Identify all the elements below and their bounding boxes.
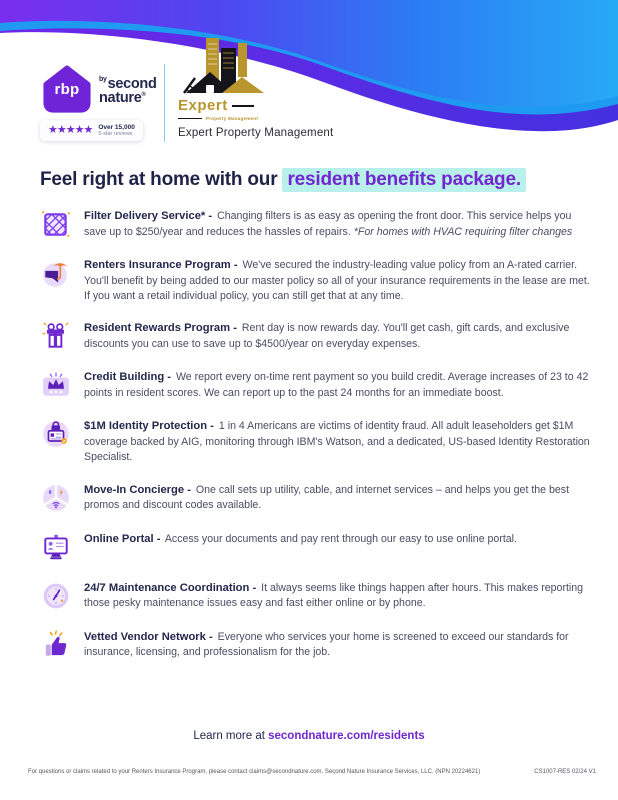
- benefit-description: We've secured the industry-leading value policy from an A-rated carrier. You'll benefit by being added to our master policy so all of your insurance requirements in the lease are met. If you want a retail individual policy, you can still get that at any time.: [84, 259, 590, 302]
- review-label: 5-star reviews: [98, 131, 133, 137]
- benefit-item-identity-protection: [40, 418, 590, 464]
- thumbs-up-icon: [40, 629, 72, 661]
- expert-logo-tagline: Property Management: [206, 116, 259, 121]
- review-count: Over 15,000: [98, 124, 135, 131]
- benefit-title: Resident Rewards Program -: [84, 322, 237, 335]
- by-label: by: [99, 75, 107, 83]
- expert-tagline-row: [178, 116, 258, 121]
- fine-print: [28, 769, 596, 775]
- benefit-item-online-portal: [40, 531, 590, 563]
- title-highlight: resident benefits package.: [282, 168, 525, 192]
- benefits-list: [40, 208, 590, 661]
- benefit-item-vetted-vendors: [40, 629, 590, 661]
- rbp-logo-text: rbp: [54, 81, 80, 98]
- air-filter-icon: [40, 208, 72, 240]
- benefit-description: Rent day is now rewards day. You'll get cash, gift cards, and exclusive discounts you can use to save up to $4500/year on everyday expenses.: [84, 322, 570, 350]
- reviews-badge: [40, 120, 143, 141]
- benefit-title: 24/7 Maintenance Coordination -: [84, 581, 257, 594]
- benefit-description: Access your documents and pay rent through our easy to use online portal.: [164, 532, 517, 545]
- benefit-description: Changing filters is as easy as opening the front door. This service helps you save up to $250/year and reduces the hassles of repairs.: [84, 210, 572, 238]
- benefit-note: *For homes with HVAC requiring filter changes: [353, 225, 573, 238]
- document-code: CS1007-RES 02/24 V1: [534, 769, 596, 775]
- concierge-icon: [40, 482, 72, 514]
- benefit-item-resident-rewards: [40, 320, 590, 352]
- learn-more-link[interactable]: secondnature.com/residents: [268, 730, 425, 742]
- benefit-item-filter-delivery: [40, 208, 590, 240]
- rbp-brand-block: [42, 64, 157, 118]
- benefit-item-renters-insurance: [40, 257, 590, 303]
- expert-logo-name: Expert: [178, 97, 228, 114]
- five-stars-icon: ★★★★★: [48, 124, 93, 136]
- registered-mark: ®: [141, 91, 146, 98]
- vertical-divider: [164, 64, 165, 142]
- wordmark-dash: [232, 105, 254, 107]
- monitor-icon: [40, 531, 72, 563]
- benefit-item-move-in-concierge: [40, 482, 590, 514]
- clock-icon: [40, 580, 72, 612]
- benefit-title: Filter Delivery Service* -: [84, 210, 213, 222]
- benefit-title: Renters Insurance Program -: [84, 259, 238, 271]
- benefit-title: Credit Building -: [84, 371, 172, 384]
- expert-wordmark: [178, 97, 254, 114]
- title-prefix: Feel right at home with our: [40, 169, 283, 190]
- second-nature-wordmark: $^{by}$second nature®: [99, 75, 157, 106]
- rbp-logo: [42, 64, 92, 118]
- benefit-title: Online Portal -: [84, 532, 161, 545]
- learn-more-prefix: Learn more at: [193, 730, 269, 742]
- benefit-description: One call sets up utility, cable, and internet services – and helps you get the best promos and discount codes available.: [84, 483, 570, 512]
- page-title: [40, 169, 526, 191]
- learn-more-line: [0, 730, 618, 742]
- benefit-title: $1M Identity Protection -: [84, 420, 214, 433]
- benefit-description: It always seems like things happen after hours. This makes reporting those pesky maintenance issues easy and fast either online or by phone.: [84, 581, 584, 610]
- benefit-title: Vetted Vendor Network -: [84, 630, 213, 643]
- crown-icon: [40, 369, 72, 401]
- partner-company-name: Expert Property Management: [178, 127, 334, 139]
- expert-buildings-icon: [180, 36, 266, 96]
- benefit-description: Everyone who services your home is screened to exceed our standards for insurance, licensing, and professionalism for the job.: [84, 630, 569, 659]
- id-lock-icon: [40, 418, 72, 450]
- benefit-item-credit-building: [40, 369, 590, 401]
- benefit-item-maintenance: [40, 580, 590, 612]
- benefit-description: We report every on-time rent payment so you build credit. Average increases of 23 to 42 points in resident scores. We can report up to the past 24 months for an immediate boost.: [84, 371, 589, 399]
- tagline-rule: [178, 118, 202, 120]
- benefit-title: Move-In Concierge -: [84, 483, 191, 496]
- benefit-description: 1 in 4 Americans are victims of identity fraud. All adult leaseholders get $1M coverage backed by AIG, monitoring through IBM's Watson, and a dedicated, US-based Identity Restoration Specialist.: [84, 420, 590, 463]
- gift-icon: [40, 320, 72, 352]
- umbrella-icon: [40, 257, 72, 289]
- fine-print-text: For questions or claims related to your Renters Insurance Program, please contact claims@secondnature.com. Second Nature Insurance Services, LLC. (NPN 20224621): [28, 769, 481, 775]
